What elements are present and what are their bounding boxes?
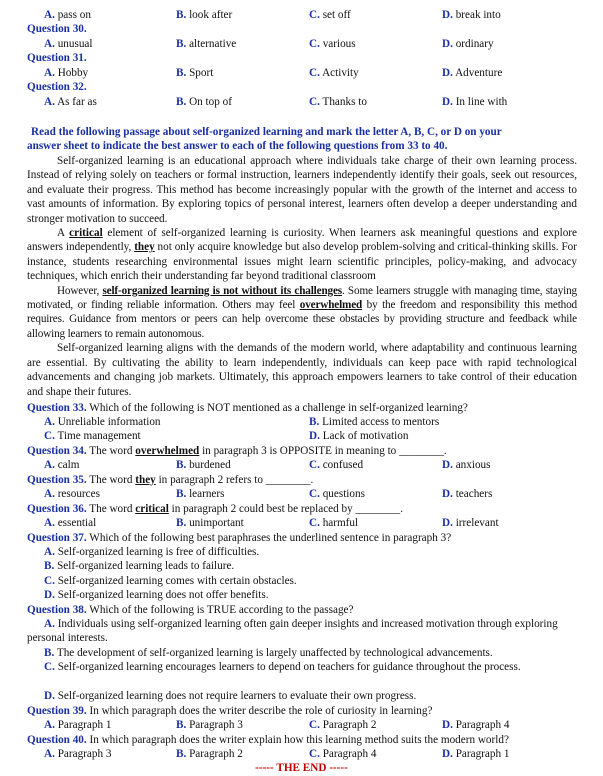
reading-instruction: Read the following passage about self-organized learning and mark the letter A, B, C, or D on your answer sheet to indicate the best answer to each of the following questions from 33 to 40. (27, 126, 502, 153)
q33-option-d: D. Lack of motivation (309, 430, 409, 442)
q38-option-d: D. Self-organized learning does not require learners to evaluate their own progress. (44, 690, 417, 702)
q33-option-b: B. Limited access to mentors (309, 416, 440, 428)
q36-option-b: B. unimportant (176, 517, 244, 529)
q35-option-b: B. learners (176, 488, 225, 500)
paragraph-2: A critical element of self-organized learning is curiosity. When learners ask meaningful questions and explore answers independently, they not only acquire knowledge but also develop problem-solving and critical-thinking skills. For instance, students researching environmental issues might learn scientific principles, policy-making, and advocacy techniques, which enrich their understanding far beyond traditional classroom (27, 227, 577, 283)
q40-option-b: B. Paragraph 2 (176, 748, 243, 760)
q30-option-d: D. ordinary (442, 38, 494, 50)
q40-option-a: A. Paragraph 3 (44, 748, 112, 760)
q35-option-a: A. resources (44, 488, 100, 500)
the-end-label: ----- THE END ----- (255, 762, 348, 774)
q38-option-a: A. Individuals using self-organized learning often gain deeper insights and increased motivation through exploring personal interests. (27, 618, 558, 645)
q32-option-a: A. As far as (44, 96, 97, 108)
word-they: they (134, 241, 155, 254)
q31-option-d: D. Adventure (442, 67, 503, 79)
q32-option-b: B. On top of (176, 96, 232, 108)
question-35: Question 35. The word they in paragraph 2 refers to ________. (27, 474, 314, 486)
q33-option-c: C. Time management (44, 430, 141, 442)
q40-option-c: C. Paragraph 4 (309, 748, 377, 760)
question-31-label: Question 31. (27, 52, 87, 64)
q33-option-a: A. Unreliable information (44, 416, 161, 428)
question-34: Question 34. The word overwhelmed in paragraph 3 is OPPOSITE in meaning to ________. (27, 445, 447, 457)
q38-option-c: C. Self-organized learning encourages learners to depend on teachers for guidance throughout the process. (44, 661, 521, 673)
q35-option-d: D. teachers (442, 488, 493, 500)
q37-option-c: C. Self-organized learning comes with certain obstacles. (44, 575, 297, 587)
q30-option-a: A. unusual (44, 38, 93, 50)
question-33: Question 33. Which of the following is NOT mentioned as a challenge in self-organized learning? (27, 402, 468, 414)
question-40: Question 40. In which paragraph does the writer explain how this learning method suits the modern world? (27, 734, 509, 746)
paragraph-1: Self-organized learning is an educational approach where individuals take charge of their own learning process. Instead of relying solely on teachers or formal instruction, learners independently identify their goals, seek out resources, and evaluate their progress. This method has become increasingly popular with the growth of the internet and access to vast amounts of information. By exploring topics of personal interest, learners often develop a deeper understanding and stronger motivation to succeed. (27, 155, 577, 225)
q30-option-b: B. alternative (176, 38, 237, 50)
option-c: C. set off (309, 9, 351, 21)
q36-option-a: A. essential (44, 517, 97, 529)
q34-option-a: A. calm (44, 459, 80, 471)
q39-option-c: C. Paragraph 2 (309, 719, 377, 731)
q40-option-d: D. Paragraph 1 (442, 748, 510, 760)
q36-option-d: D. irrelevant (442, 517, 499, 529)
question-36: Question 36. The word critical in paragraph 2 could best be replaced by ________. (27, 503, 404, 515)
q37-option-d: D. Self-organized learning does not offer benefits. (44, 589, 269, 601)
underlined-sentence: self-organized learning is not without its challenges (102, 284, 342, 297)
q31-option-c: C. Activity (309, 67, 359, 79)
question-30-label: Question 30. (27, 23, 87, 35)
option-b: B. look after (176, 9, 233, 21)
paragraph-3: However, self-organized learning is not without its challenges. Some learners struggle with managing time, staying motivated, or finding reliable information. Others may feel overwhelmed by the freedom and responsibility this method requires. Guidance from mentors or peers can help overcome these obstacles by providing structure and feedback while allowing learners to remain autonomous. (27, 284, 578, 340)
q34-option-c: C. confused (309, 459, 364, 471)
q37-option-b: B. Self-organized learning leads to failure. (44, 560, 235, 572)
word-critical: critical (69, 227, 103, 240)
q34-option-d: D. anxious (442, 459, 491, 471)
q37-option-a: A. Self-organized learning is free of difficulties. (44, 546, 260, 558)
q30-option-c: C. various (309, 38, 356, 50)
q39-option-a: A. Paragraph 1 (44, 719, 112, 731)
q32-option-d: D. In line with (442, 96, 508, 108)
question-37: Question 37. Which of the following best paraphrases the underlined sentence in paragraph 3? (27, 532, 452, 544)
q39-option-d: D. Paragraph 4 (442, 719, 510, 731)
question-38: Question 38. Which of the following is TRUE according to the passage? (27, 604, 354, 616)
reading-passage (27, 154, 577, 399)
q34-option-b: B. burdened (176, 459, 231, 471)
q38-option-b: B. The development of self-organized learning is largely unaffected by technological advancements. (44, 647, 493, 659)
q31-option-b: B. Sport (176, 67, 214, 79)
word-overwhelmed: overwhelmed (299, 299, 363, 312)
option-d: D. break into (442, 9, 501, 21)
q32-option-c: C. Thanks to (309, 96, 367, 108)
q39-option-b: B. Paragraph 3 (176, 719, 243, 731)
paragraph-4: Self-organized learning aligns with the demands of the modern world, where adaptability and continuous learning are essential. By cultivating the ability to learn independently, individuals can keep pace with rapid technological advancements and changing job markets. Ultimately, this approach empowers learners to take control of their education and shape their futures. (27, 342, 577, 398)
option-a: A. pass on (44, 9, 91, 21)
question-32-label: Question 32. (27, 81, 87, 93)
q31-option-a: A. Hobby (44, 67, 89, 79)
question-39: Question 39. In which paragraph does the writer describe the role of curiosity in learning? (27, 705, 433, 717)
q35-option-c: C. questions (309, 488, 365, 500)
q36-option-c: C. harmful (309, 517, 359, 529)
